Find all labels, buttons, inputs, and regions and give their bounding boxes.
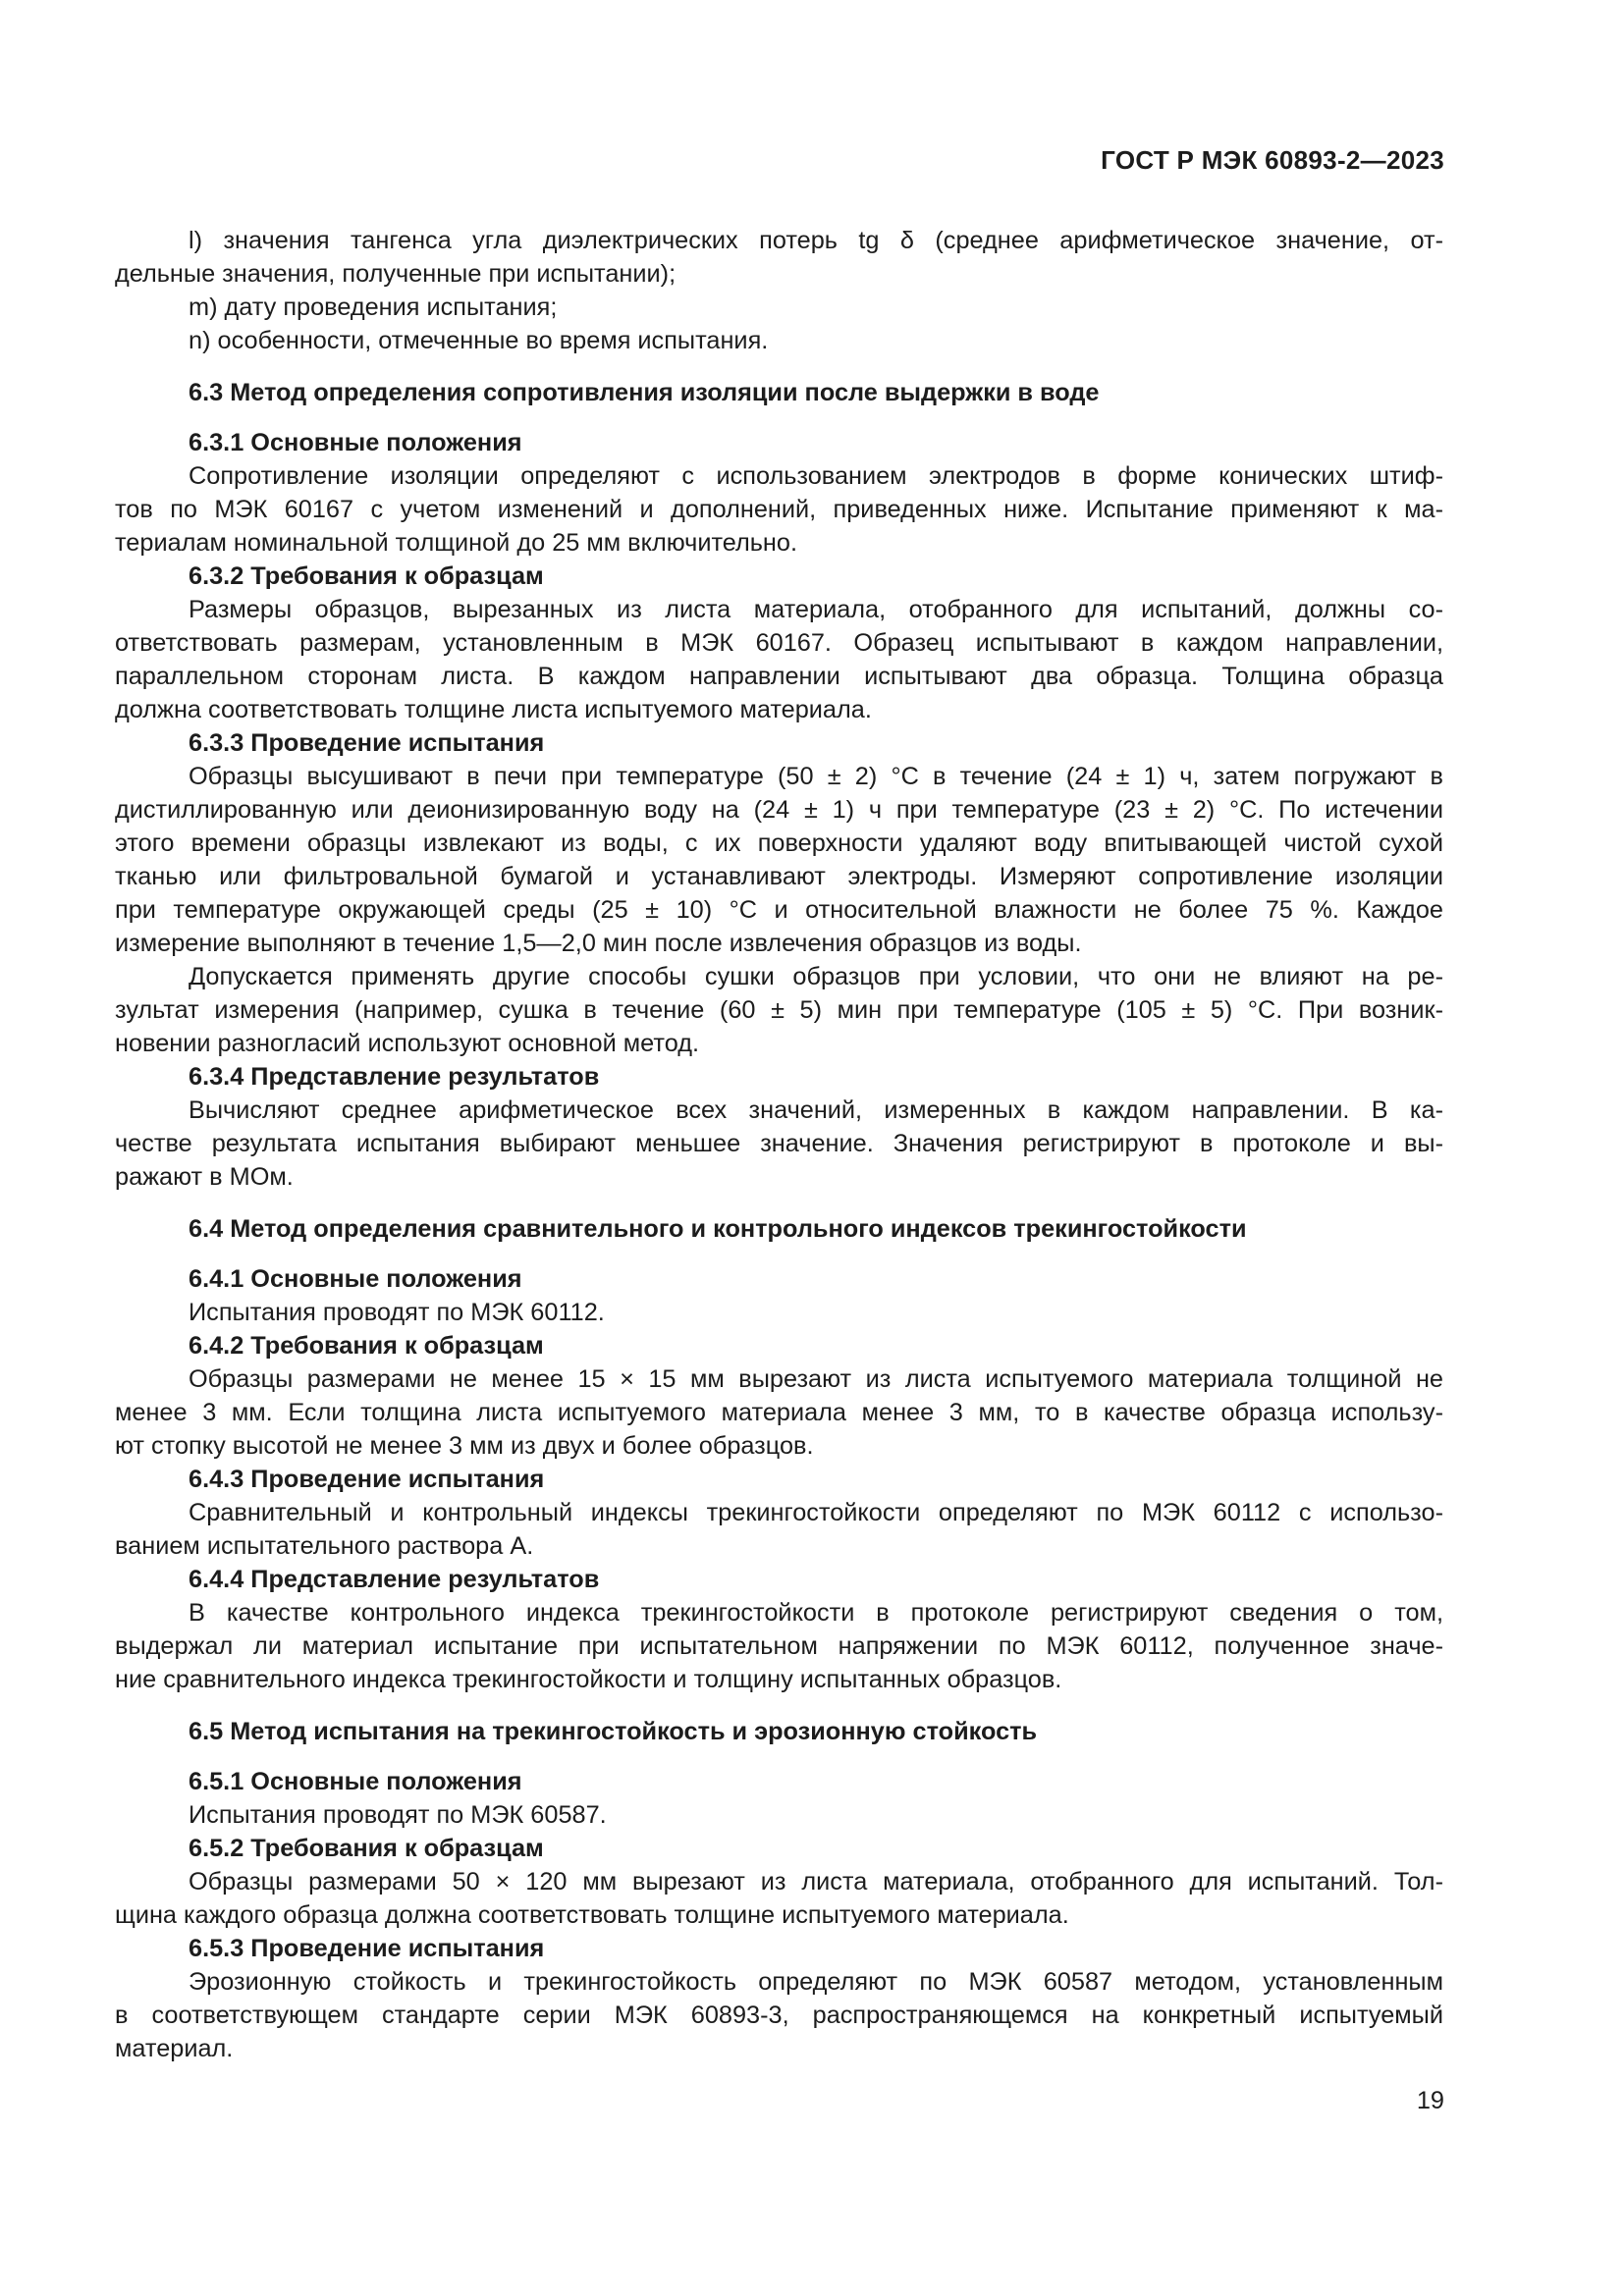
text-line: В качестве контрольного индекса трекингостойкости в протоколе регистрируют сведения о том, bbox=[189, 1599, 1443, 1627]
text-line: Образцы высушивают в печи при температуре (50 ± 2) °С в течение (24 ± 1) ч, затем погружают в bbox=[189, 763, 1443, 790]
text-line: Размеры образцов, вырезанных из листа материала, отобранного для испытаний, должны со- bbox=[189, 596, 1443, 623]
subsection-title-6-3-1: 6.3.1 Основные положения bbox=[189, 429, 522, 456]
paragraph-6-5-1 bbox=[115, 1798, 1443, 1832]
paragraph-6-3-2 bbox=[115, 593, 1443, 726]
subsection-title-6-4-3: 6.4.3 Проведение испытания bbox=[189, 1466, 545, 1493]
paragraph-6-3-4 bbox=[115, 1094, 1443, 1194]
paragraph-6-4-2 bbox=[115, 1362, 1443, 1463]
text-line: m) дату проведения испытания; bbox=[189, 294, 558, 321]
text-line: щина каждого образца должна соответствовать толщине испытуемого материала. bbox=[115, 1901, 1069, 1929]
text-line: Эрозионную стойкость и трекингостойкость определяют по МЭК 60587 методом, установленным bbox=[189, 1968, 1443, 1996]
subsection-title-6-3-4: 6.3.4 Представление результатов bbox=[189, 1063, 600, 1091]
paragraph-6-4-1 bbox=[115, 1296, 1443, 1329]
subsection-title-6-4-1: 6.4.1 Основные положения bbox=[189, 1265, 522, 1293]
text-line: Вычисляют среднее арифметическое всех значений, измеренных в каждом направлении. В ка- bbox=[189, 1096, 1443, 1124]
text-line: Сравнительный и контрольный индексы трекингостойкости определяют по МЭК 60112 с использо- bbox=[189, 1499, 1443, 1526]
subsection-title-6-5-2: 6.5.2 Требования к образцам bbox=[189, 1835, 544, 1862]
subsection-title-6-4-4: 6.4.4 Представление результатов bbox=[189, 1566, 600, 1593]
list-item-n bbox=[115, 324, 1443, 357]
section-title-6-5: 6.5 Метод испытания на трекингостойкость и эрозионную стойкость bbox=[189, 1718, 1038, 1745]
list-item-m bbox=[115, 291, 1443, 324]
text-line: l) значения тангенса угла диэлектрических потерь tg δ (среднее арифметическое значение, от- bbox=[189, 227, 1443, 254]
paragraph-6-4-3 bbox=[115, 1496, 1443, 1563]
text-line: этого времени образцы извлекают из воды, с их поверхности удаляют воду впитывающей чистой сухой bbox=[115, 829, 1443, 857]
section-title-6-4: 6.4 Метод определения сравнительного и контрольного индексов трекингостойкости bbox=[189, 1215, 1247, 1243]
text-line: измерение выполняют в течение 1,5—2,0 мин после извлечения образцов из воды. bbox=[115, 930, 1082, 957]
paragraph-6-3-3-a bbox=[115, 760, 1443, 960]
subsection-title-6-3-3: 6.3.3 Проведение испытания bbox=[189, 729, 545, 757]
paragraph-6-5-3 bbox=[115, 1965, 1443, 2065]
text-line: Испытания проводят по МЭК 60587. bbox=[189, 1801, 607, 1829]
text-line: при температуре окружающей среды (25 ± 10) °С и относительной влажности не более 75 %. Каждое bbox=[115, 896, 1443, 924]
document-header: ГОСТ Р МЭК 60893-2—2023 bbox=[1101, 145, 1444, 175]
text-line: ванием испытательного раствора А. bbox=[115, 1532, 534, 1560]
text-line: ют стопку высотой не менее 3 мм из двух и более образцов. bbox=[115, 1432, 814, 1460]
text-line: честве результата испытания выбирают меньшее значение. Значения регистрируют в протоколе и вы- bbox=[115, 1130, 1443, 1157]
section-title-6-3: 6.3 Метод определения сопротивления изоляции после выдержки в воде bbox=[189, 379, 1100, 406]
text-line: менее 3 мм. Если толщина листа испытуемого материала менее 3 мм, то в качестве образца использу- bbox=[115, 1399, 1443, 1426]
text-line: тов по МЭК 60167 с учетом изменений и дополнений, приведенных ниже. Испытание применяют к ма- bbox=[115, 496, 1443, 523]
page-number: 19 bbox=[1416, 2087, 1444, 2114]
text-line: выдержал ли материал испытание при испытательном напряжении по МЭК 60112, полученное значе- bbox=[115, 1632, 1443, 1660]
text-line: ражают в МОм. bbox=[115, 1163, 294, 1191]
paragraph-6-3-3-b bbox=[115, 960, 1443, 1060]
text-line: ответствовать размерам, установленным в МЭК 60167. Образец испытывают в каждом направлении, bbox=[115, 629, 1443, 657]
text-line: зультат измерения (например, сушка в течение (60 ± 5) мин при температуре (105 ± 5) °С. При возник- bbox=[115, 996, 1443, 1024]
text-line: n) особенности, отмеченные во время испытания. bbox=[189, 327, 769, 354]
text-line: параллельном сторонам листа. В каждом направлении испытывают два образца. Толщина образца bbox=[115, 663, 1443, 690]
text-line: тканью или фильтровальной бумагой и устанавливают электроды. Измеряют сопротивление изоляции bbox=[115, 863, 1443, 890]
text-line: в соответствующем стандарте серии МЭК 60893-3, распространяющемся на конкретный испытуемый bbox=[115, 2002, 1443, 2029]
text-line: териалам номинальной толщиной до 25 мм включительно. bbox=[115, 529, 797, 557]
subsection-title-6-4-2: 6.4.2 Требования к образцам bbox=[189, 1332, 544, 1360]
paragraph-6-4-4 bbox=[115, 1596, 1443, 1696]
subsection-title-6-5-1: 6.5.1 Основные положения bbox=[189, 1768, 522, 1795]
paragraph-6-3-1 bbox=[115, 459, 1443, 560]
text-line: Допускается применять другие способы сушки образцов при условии, что они не влияют на ре- bbox=[189, 963, 1443, 990]
text-line: Испытания проводят по МЭК 60112. bbox=[189, 1299, 605, 1326]
text-line: ние сравнительного индекса трекингостойкости и толщину испытанных образцов. bbox=[115, 1666, 1062, 1693]
page-body bbox=[115, 224, 1443, 2065]
text-line: новении разногласий используют основной метод. bbox=[115, 1030, 699, 1057]
text-line: дельные значения, полученные при испытании); bbox=[115, 260, 677, 288]
text-line: материал. bbox=[115, 2035, 234, 2062]
text-line: Образцы размерами 50 × 120 мм вырезают из листа материала, отобранного для испытаний. Тол- bbox=[189, 1868, 1443, 1896]
text-line: должна соответствовать толщине листа испытуемого материала. bbox=[115, 696, 872, 723]
paragraph-6-5-2 bbox=[115, 1865, 1443, 1932]
list-item-l bbox=[115, 224, 1443, 291]
text-line: Образцы размерами не менее 15 × 15 мм вырезают из листа испытуемого материала толщиной не bbox=[189, 1365, 1443, 1393]
subsection-title-6-3-2: 6.3.2 Требования к образцам bbox=[189, 562, 544, 590]
subsection-title-6-5-3: 6.5.3 Проведение испытания bbox=[189, 1935, 545, 1962]
text-line: Сопротивление изоляции определяют с использованием электродов в форме конических штиф- bbox=[189, 462, 1443, 490]
text-line: дистиллированную или деионизированную воду на (24 ± 1) ч при температуре (23 ± 2) °С. По истечении bbox=[115, 796, 1443, 824]
